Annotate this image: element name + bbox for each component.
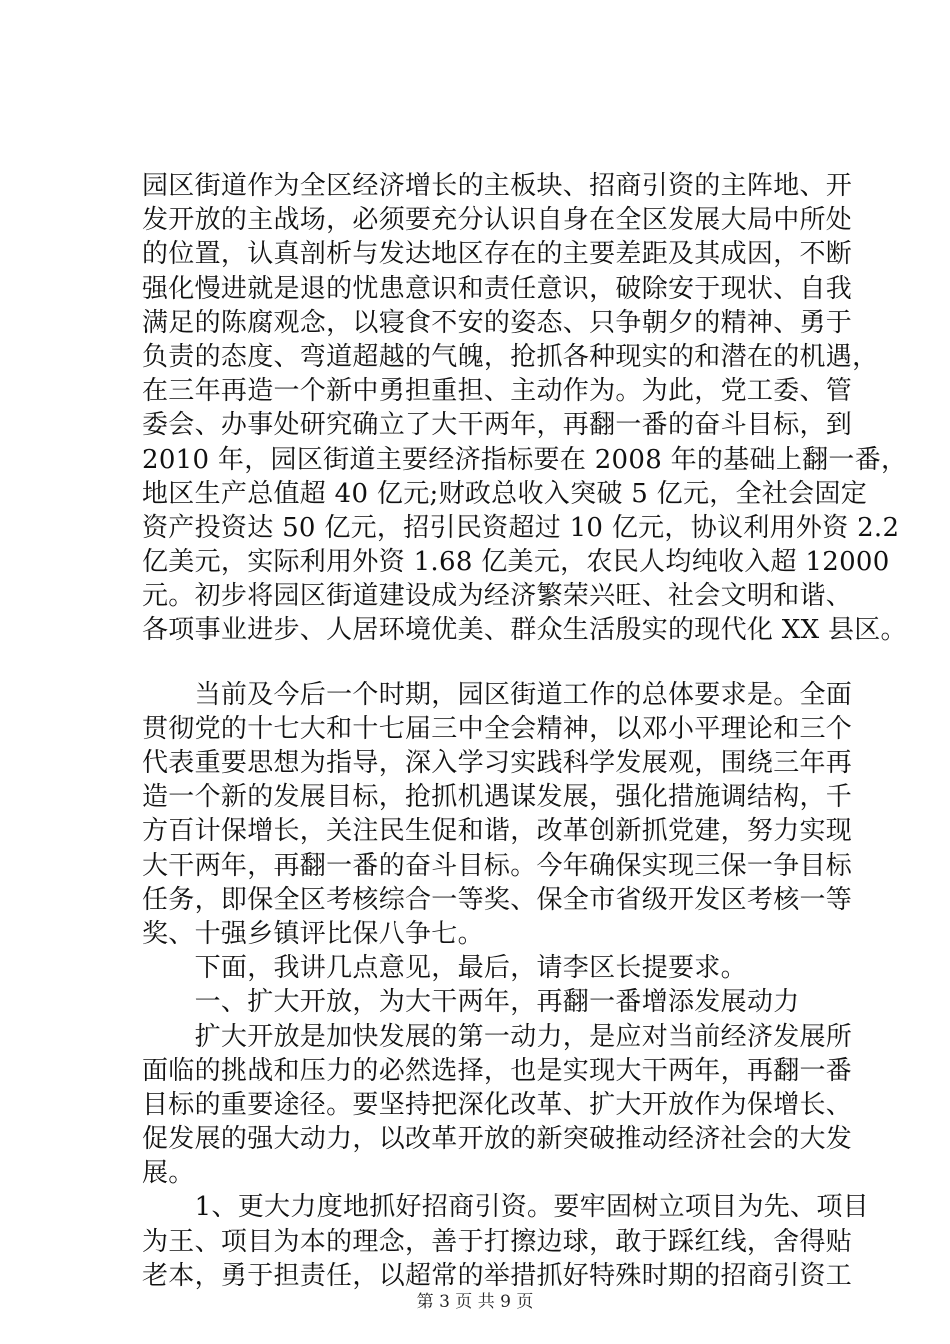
text-line: 一、扩大开放，为大干两年，再翻一番增添发展动力 (142, 987, 800, 1018)
text-line: 元。初步将园区街道建设成为经济繁荣兴旺、社会文明和谐、 (142, 581, 853, 612)
paragraph-requirements (142, 678, 869, 1293)
text-line: 扩大开放是加快发展的第一动力，是应对当前经济发展所 (142, 1021, 853, 1052)
text-line: 下面，我讲几点意见，最后，请李区长提要求。 (142, 953, 747, 984)
paragraph-spacer (142, 648, 848, 678)
text-line: 发开放的主战场，必须要充分认识自身在全区发展大局中所处 (142, 205, 853, 236)
text-line: 方百计保增长，关注民生促和谐，改革创新抓党建，努力实现 (142, 816, 853, 847)
text-line: 地区生产总值超 40 亿元;财政总收入突破 5 亿元，全社会固定 (142, 478, 868, 509)
text-line: 1、更大力度地抓好招商引资。要牢固树立项目为先、项目 (142, 1192, 869, 1223)
text-line: 当前及今后一个时期，园区街道工作的总体要求是。全面 (142, 679, 853, 710)
text-line: 面临的挑战和压力的必然选择，也是实现大干两年，再翻一番 (142, 1055, 853, 1086)
text-line: 奖、十强乡镇评比保八争七。 (142, 918, 484, 949)
text-line: 负责的态度、弯道超越的气魄，抢抓各种现实的和潜在的机遇， (142, 341, 879, 372)
text-line: 在三年再造一个新中勇担重担、主动作为。为此，党工委、管 (142, 376, 853, 407)
text-line: 亿美元，实际利用外资 1.68 亿美元，农民人均纯收入超 12000 (142, 547, 890, 578)
text-line: 代表重要思想为指导，深入学习实践科学发展观，围绕三年再 (142, 748, 853, 778)
text-line: 造一个新的发展目标，抢抓机遇谋发展，强化措施调结构，千 (142, 782, 853, 813)
text-line: 委会、办事处研究确立了大干两年，再翻一番的奋斗目标，到 (142, 410, 853, 441)
text-line: 强化慢进就是退的忧患意识和责任意识，破除安于现状、自我 (142, 273, 853, 304)
page-footer: 第 3 页 共 9 页 (416, 1292, 534, 1312)
text-line: 任务，即保全区考核综合一等奖、保全市省级开发区考核一等 (142, 884, 853, 915)
text-line: 展。 (142, 1158, 195, 1189)
text-line: 促发展的强大动力，以改革开放的新突破推动经济社会的大发 (142, 1124, 853, 1155)
text-line: 园区街道作为全区经济增长的主板块、招商引资的主阵地、开 (142, 171, 853, 201)
text-line: 目标的重要途径。要坚持把深化改革、扩大开放作为保增长、 (142, 1089, 853, 1120)
paragraph-goals (142, 169, 908, 648)
text-line: 满足的陈腐观念，以寝食不安的姿态、只争朝夕的精神、勇于 (142, 307, 853, 338)
text-line: 各项事业进步、人居环境优美、群众生活殷实的现代化 XX 县区。 (142, 615, 907, 646)
text-line: 资产投资达 50 亿元，招引民资超过 10 亿元，协议利用外资 2.2 (142, 512, 900, 543)
text-line: 贯彻党的十七大和十七届三中全会精神，以邓小平理论和三个 (142, 713, 853, 744)
document-body (142, 169, 908, 1293)
text-line: 老本，勇于担责任，以超常的举措抓好特殊时期的招商引资工 (142, 1260, 853, 1291)
text-line: 的位置，认真剖析与发达地区存在的主要差距及其成因，不断 (142, 239, 853, 270)
text-line: 为王、项目为本的理念，善于打擦边球，敢于踩红线，舍得贴 (142, 1226, 853, 1257)
text-line: 2010 年，园区街道主要经济指标要在 2008 年的基础上翻一番， (142, 444, 908, 475)
text-line: 大干两年，再翻一番的奋斗目标。今年确保实现三保一争目标 (142, 850, 853, 881)
